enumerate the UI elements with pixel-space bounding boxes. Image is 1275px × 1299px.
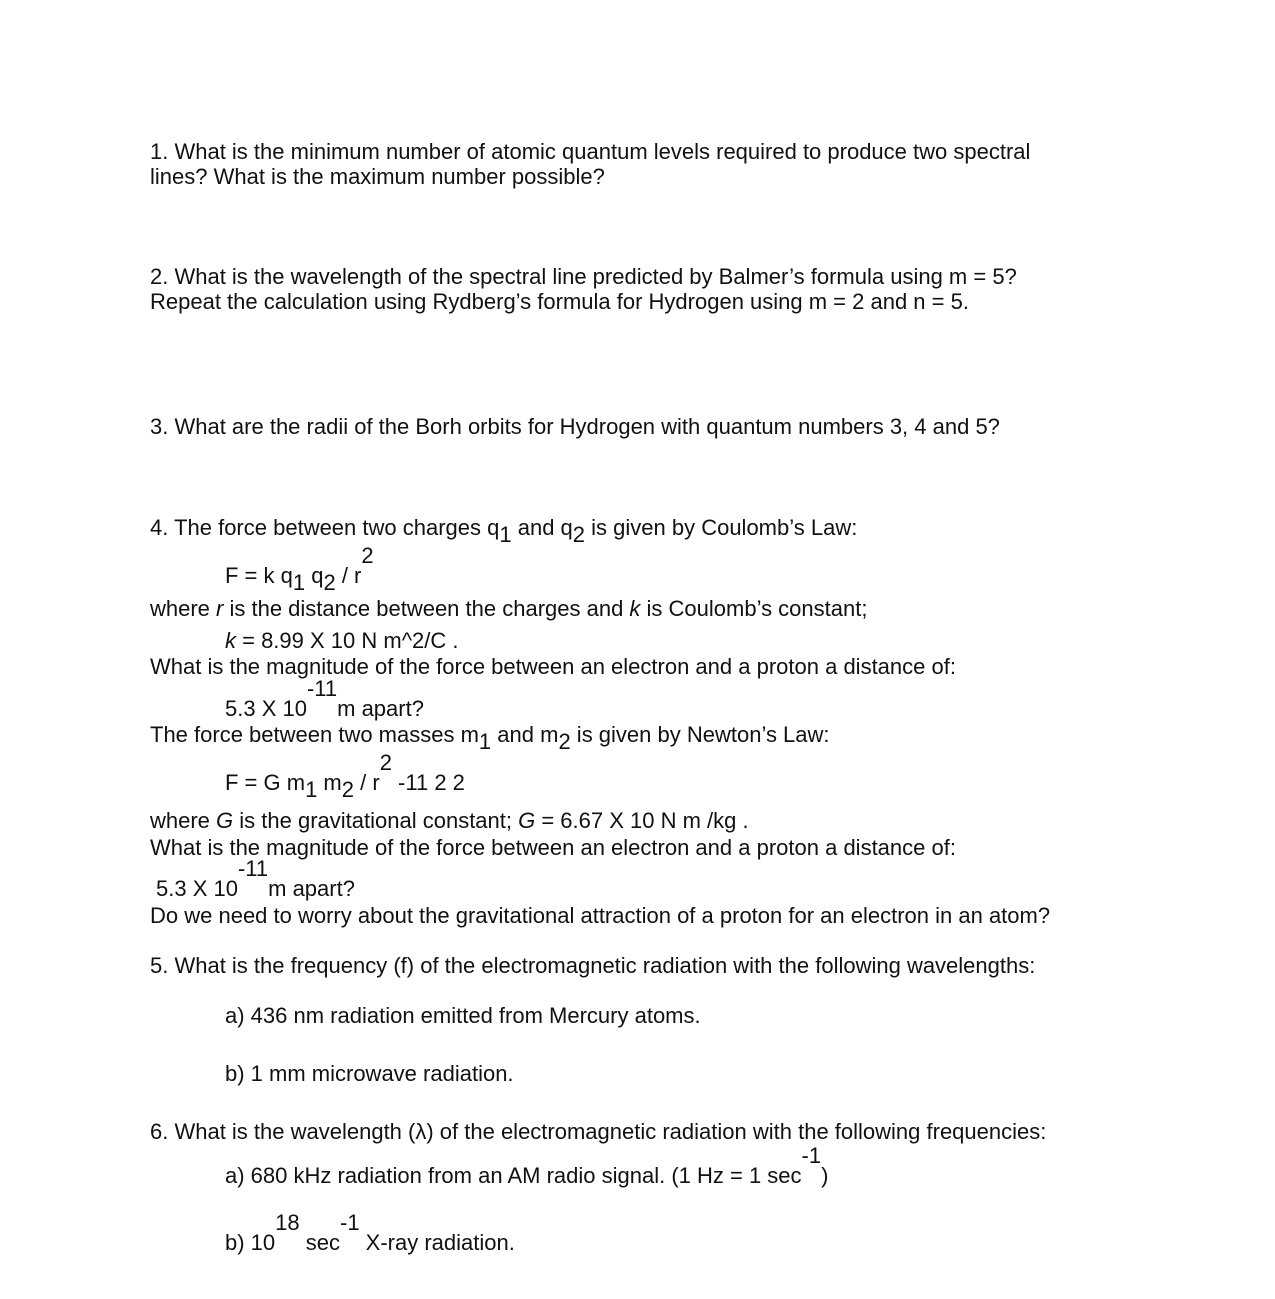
- coulomb-sup: 2: [361, 543, 374, 568]
- q6-b-sup-2: -1: [340, 1210, 360, 1235]
- magnitude-question-2: What is the magnitude of the force between an electron and a proton a distance of:: [150, 835, 956, 860]
- k-value: = 8.99 X 10 N m^2/C .: [236, 628, 459, 653]
- newton-intro: [150, 722, 830, 754]
- gravity-text-d: -11 2 2: [391, 770, 465, 795]
- magnitude-question-1: What is the magnitude of the force between an electron and a proton a distance of:: [150, 654, 956, 679]
- where-r-var: r: [216, 596, 224, 621]
- gravity-text-a: F = G m: [225, 770, 306, 795]
- newton-text-b: and m: [491, 722, 559, 747]
- newton-text-a: The force between two masses m: [150, 722, 479, 747]
- coulomb-where: [150, 598, 867, 620]
- gravity-formula: [225, 750, 465, 802]
- gwhere-text-c: = 6.67 X 10 N m /kg .: [535, 808, 749, 833]
- gwhere-g-var-2: G: [518, 808, 536, 833]
- q4-intro-text-b: and q: [511, 515, 573, 540]
- q6-b-text-b: sec: [299, 1230, 340, 1255]
- q3-line1: 3. What are the radii of the Borh orbits for Hydrogen with quantum numbers 3, 4 and 5?: [150, 414, 1000, 439]
- gravity-sub-2: 2: [341, 777, 355, 802]
- gwhere-g-var: G: [216, 808, 234, 833]
- q1-line1: 1. What is the minimum number of atomic quantum levels required to produce two spectral: [150, 139, 1031, 164]
- distance-2-text-b: m apart?: [268, 876, 355, 901]
- distance-1-text-a: 5.3 X 10: [225, 696, 307, 721]
- q4-intro-sub-2: 2: [572, 522, 586, 547]
- gwhere-text-a: where: [150, 808, 217, 833]
- q5-line1: 5. What is the frequency (f) of the electromagnetic radiation with the following wavelengths:: [150, 953, 1036, 978]
- q6-part-b: [225, 1210, 515, 1255]
- q5-part-a: a) 436 nm radiation emitted from Mercury atoms.: [225, 1003, 701, 1028]
- distance-1-sup: -11: [306, 676, 338, 701]
- coulomb-text-a: F = k q: [225, 563, 293, 588]
- coulomb-sub-1: 1: [292, 570, 306, 595]
- newton-sub-2: 2: [558, 729, 571, 754]
- distance-2: [156, 856, 355, 901]
- coulomb-text-b: q: [305, 563, 324, 588]
- q6-a-sup: -1: [801, 1143, 822, 1168]
- newton-sub-1: 1: [478, 729, 492, 754]
- k-var: k: [225, 628, 236, 653]
- q2-line2: Repeat the calculation using Rydberg’s formula for Hydrogen using m = 2 and n = 5.: [150, 289, 969, 314]
- q4-intro-text-c: is given by Coulomb’s Law:: [585, 515, 858, 540]
- q5-part-b: b) 1 mm microwave radiation.: [225, 1061, 514, 1086]
- q6-b-text-a: b) 10: [225, 1230, 276, 1255]
- distance-1: [225, 676, 424, 721]
- distance-1-text-b: m apart?: [337, 696, 424, 721]
- q6-line1: 6. What is the wavelength (λ) of the electromagnetic radiation with the following frequencies:: [150, 1119, 1047, 1144]
- gravity-text-b: m: [317, 770, 342, 795]
- q4-intro: [150, 515, 858, 547]
- gwhere-text-b: is the gravitational constant;: [233, 808, 519, 833]
- where-text-c: is Coulomb’s constant;: [640, 596, 868, 621]
- q4-intro-sub-1: 1: [499, 522, 512, 547]
- q6-b-sup-1: 18: [275, 1210, 300, 1235]
- q6-a-text: a) 680 kHz radiation from an AM radio signal. (1 Hz = 1 sec: [225, 1163, 802, 1188]
- q4-intro-text-a: 4. The force between two charges q: [150, 515, 500, 540]
- where-text-a: where: [150, 596, 217, 621]
- newton-text-c: is given by Newton’s Law:: [570, 722, 830, 747]
- coulomb-formula: [225, 543, 374, 595]
- distance-2-text-a: 5.3 X 10: [156, 876, 238, 901]
- q2-line1: 2. What is the wavelength of the spectral line predicted by Balmer’s formula using m = 5?: [150, 264, 1017, 289]
- gravity-text-c: / r: [354, 770, 380, 795]
- q6-b-text-c: X-ray radiation.: [359, 1230, 515, 1255]
- gravity-sup: 2: [379, 750, 392, 775]
- coulomb-text-c: / r: [335, 563, 362, 588]
- worry-question: Do we need to worry about the gravitational attraction of a proton for an electron in an atom?: [150, 903, 1051, 928]
- where-text-b: is the distance between the charges and: [223, 596, 630, 621]
- where-k-var: k: [629, 596, 641, 621]
- q1-line2: lines? What is the maximum number possible?: [150, 164, 605, 189]
- gravity-where: [150, 810, 749, 832]
- coulomb-sub-2: 2: [323, 570, 336, 595]
- q6-part-a: [225, 1143, 829, 1188]
- gravity-sub-1: 1: [305, 777, 318, 802]
- k-value-line: [225, 630, 458, 652]
- distance-2-sup: -11: [237, 856, 269, 881]
- q6-a-close: ): [821, 1163, 829, 1188]
